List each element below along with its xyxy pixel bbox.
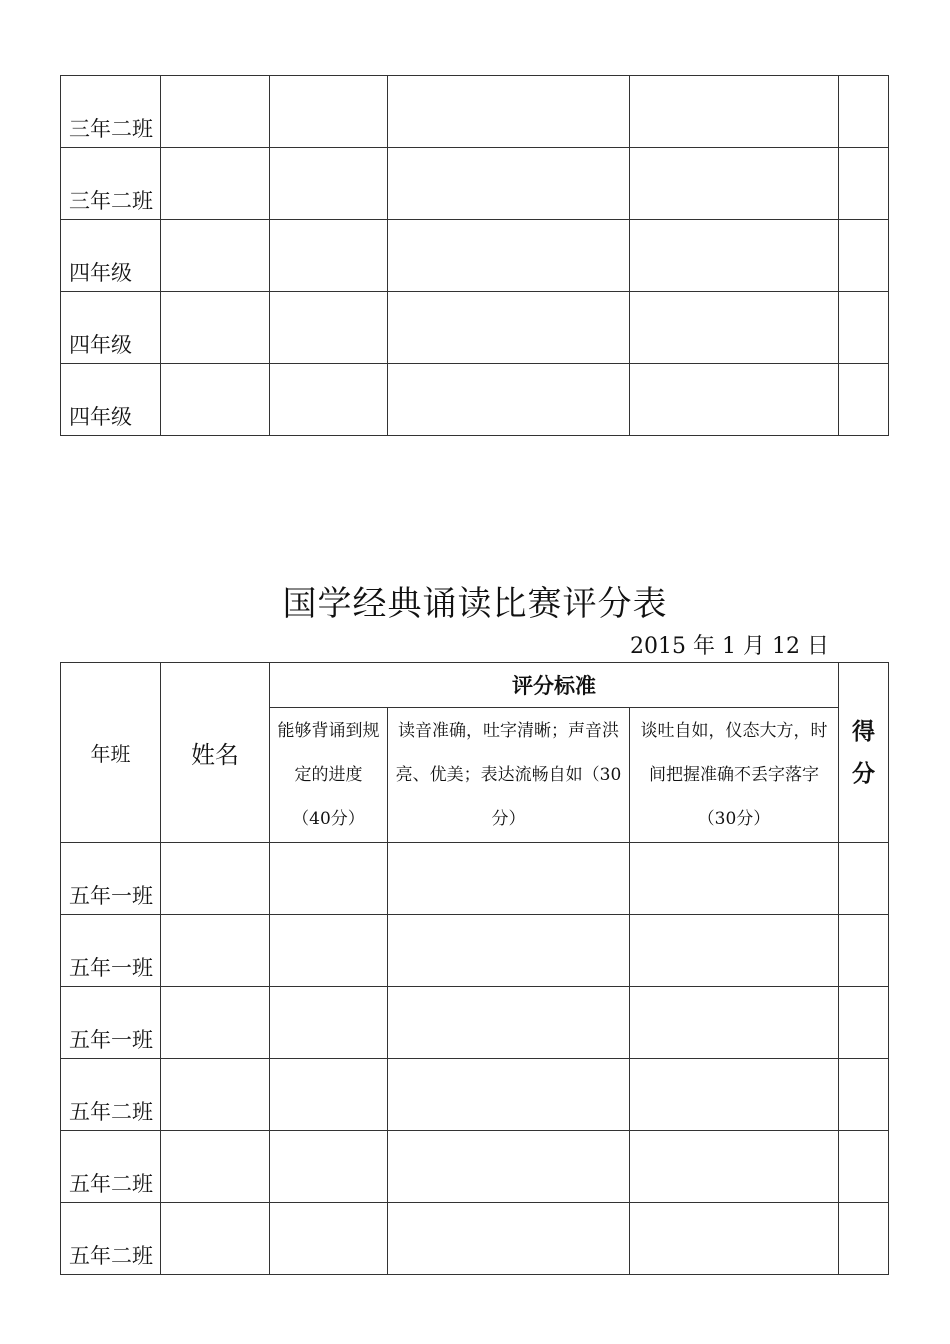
score-table-continued	[60, 75, 889, 436]
blank-cell	[630, 1131, 839, 1203]
blank-cell	[630, 220, 839, 292]
class-cell: 五年二班	[61, 1203, 161, 1275]
blank-cell	[630, 1203, 839, 1275]
score-cell	[839, 1203, 889, 1275]
header-score-char-1: 得	[852, 718, 875, 745]
blank-cell	[388, 1203, 630, 1275]
blank-cell	[388, 987, 630, 1059]
table-row	[61, 148, 889, 220]
score-cell	[839, 987, 889, 1059]
blank-cell	[630, 292, 839, 364]
score-cell	[839, 1059, 889, 1131]
table-row	[61, 1131, 889, 1203]
blank-cell	[270, 364, 388, 436]
criterion-recitation: 能够背诵到规定的进度（40分）	[270, 708, 388, 843]
blank-cell	[388, 1131, 630, 1203]
class-cell: 五年一班	[61, 843, 161, 915]
blank-cell	[630, 915, 839, 987]
class-cell: 五年一班	[61, 987, 161, 1059]
table-row	[61, 915, 889, 987]
blank-cell	[388, 148, 630, 220]
class-cell: 四年级	[61, 292, 161, 364]
table-row	[61, 843, 889, 915]
blank-cell	[270, 76, 388, 148]
score-cell	[839, 76, 889, 148]
score-cell	[839, 1131, 889, 1203]
criterion-demeanor: 谈吐自如，仪态大方，时间把握准确不丢字落字（30分）	[630, 708, 839, 843]
blank-cell	[270, 1131, 388, 1203]
class-cell: 五年二班	[61, 1059, 161, 1131]
blank-cell	[630, 76, 839, 148]
table-row	[61, 1203, 889, 1275]
header-name: 姓名	[161, 663, 270, 843]
blank-cell	[161, 987, 270, 1059]
blank-cell	[270, 292, 388, 364]
class-cell: 五年二班	[61, 1131, 161, 1203]
blank-cell	[630, 843, 839, 915]
class-cell: 五年一班	[61, 915, 161, 987]
score-cell	[839, 915, 889, 987]
header-score-char-2: 分	[852, 760, 875, 787]
blank-cell	[630, 987, 839, 1059]
blank-cell	[161, 148, 270, 220]
page-title: 国学经典诵读比赛评分表	[282, 584, 668, 624]
blank-cell	[161, 292, 270, 364]
blank-cell	[388, 292, 630, 364]
blank-cell	[270, 843, 388, 915]
blank-cell	[270, 220, 388, 292]
class-cell: 三年二班	[61, 76, 161, 148]
table-row	[61, 220, 889, 292]
blank-cell	[388, 915, 630, 987]
blank-cell	[630, 148, 839, 220]
class-cell: 四年级	[61, 364, 161, 436]
table-row	[61, 364, 889, 436]
blank-cell	[270, 148, 388, 220]
score-table	[60, 662, 889, 1275]
blank-cell	[270, 1203, 388, 1275]
table-row	[61, 292, 889, 364]
blank-cell	[388, 1059, 630, 1131]
blank-cell	[161, 1203, 270, 1275]
header-score	[839, 663, 889, 843]
blank-cell	[630, 364, 839, 436]
blank-cell	[161, 220, 270, 292]
criterion-pronunciation: 读音准确，吐字清晰；声音洪亮、优美；表达流畅自如（30分）	[388, 708, 630, 843]
score-cell	[839, 292, 889, 364]
blank-cell	[630, 1059, 839, 1131]
blank-cell	[161, 843, 270, 915]
date-line: 2015 年 1 月 12 日	[630, 634, 829, 659]
header-class: 年班	[61, 663, 161, 843]
blank-cell	[161, 1059, 270, 1131]
table-row	[61, 1059, 889, 1131]
blank-cell	[270, 1059, 388, 1131]
class-cell: 四年级	[61, 220, 161, 292]
blank-cell	[270, 915, 388, 987]
class-cell: 三年二班	[61, 148, 161, 220]
blank-cell	[161, 915, 270, 987]
blank-cell	[388, 76, 630, 148]
blank-cell	[270, 987, 388, 1059]
score-cell	[839, 148, 889, 220]
blank-cell	[161, 364, 270, 436]
table-row	[61, 987, 889, 1059]
blank-cell	[388, 364, 630, 436]
blank-cell	[388, 220, 630, 292]
score-cell	[839, 220, 889, 292]
header-scoring-standard: 评分标准	[270, 663, 839, 708]
score-cell	[839, 843, 889, 915]
score-cell	[839, 364, 889, 436]
table-row	[61, 76, 889, 148]
blank-cell	[388, 843, 630, 915]
blank-cell	[161, 1131, 270, 1203]
blank-cell	[161, 76, 270, 148]
